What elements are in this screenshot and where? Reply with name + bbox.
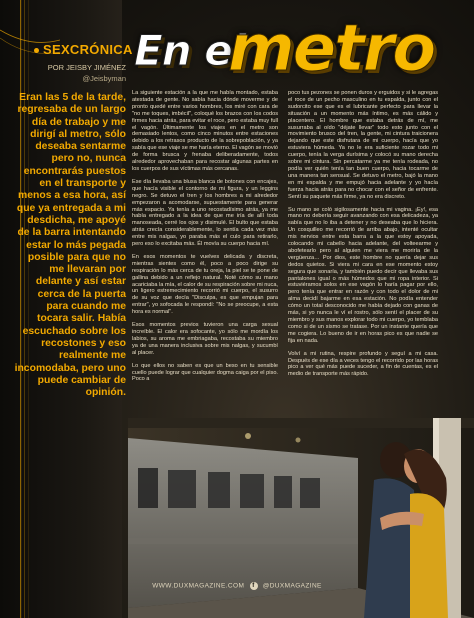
paragraph: Lo que ellos no saben es que un beso en tu sensible cuello puede lograr que cualquier dogma caiga por el piso. Poco a: [132, 362, 278, 383]
pull-quote: Eran las 5 de la tarde, regresaba de un largo día de trabajo y me dirigí al metro, sólo deseaba sentarme pero no, nunca encontrarás puestos en el transporte y menos a esa hora, así que ya entregada a mi desdicha, me apoyé de la barra intentando estar lo más pegada posible para que no me llevaran por delante y así estar cerca de la puerta para cuando me tocara salir. Había escuchado sobre los recostones y eso realmente me incomodaba, pero uno puede cambiar de opinión.: [14, 92, 126, 399]
author-handle: @Jeisbyman: [82, 74, 126, 83]
author-byline: [34, 62, 126, 84]
website-link[interactable]: WWW.DUXMAGAZINE.COM: [152, 582, 245, 590]
title-part-2: metro: [228, 12, 435, 86]
paragraph: poco tus pezones se ponen duros y erguidos y si le agregas el roce de un pecho masculino en tu espalda, junto con el sudorcito ese que es el lubricante perfecto para llevar la situación a un momento más íntimo, es más cálido y placentero. El hombre que estaba detrás de mí, me susurraba al oído "déjate llevar" todo esto junto con el movimiento brusco del tren, la gente, mi cintura traicionera dejando que este disfrutara de mi cuerpo, hacía que yo estuviera húmeda. Ya no le era suficiente rozar todo mi cuerpo, tenía la verga durísima y colocó su mano derecha sobre mi cintura. Sin percatarme ya me tenía rodeada, no podía ver quién tenía tan buen cuerpo, hacia tocarme de una manera tan sensual. Se detuvo el metro, bajó la mano en mi espalda y me empujó hacia adelante y yo hacía fuerza hacia atrás para no chocar con el señor de enfrente. Sentí su paquete más firme, ya no era discreto.: [288, 90, 438, 200]
body-column-1: [132, 90, 278, 389]
section-label: SEXCRÓNICA: [34, 42, 133, 57]
paragraph: La siguiente estación a la que me había montado, estaba atestada de gente. No sabía hacia dónde moverme y de pronto quedé entre varios hombres, los miré con cara de "no me toques, imbécil", coloqué los brazos con los codos firmes hacia atrás, para evitar el roce, pero estaba muy full el vagón. Últimamente los viajes en el metro son demasiado lentos, como cinco minutos entre estaciones debido a los retrasos producto de la sobrepoblación, y ya sabía que ese viaje se me haría eterno. El vagón se movió de forma brusca y frenaba deliberadamente, todos alrededor aprovechaban para recostar algunas partes en los cuerpos de sus víctimas más cercanas.: [132, 90, 278, 172]
title-part-1: En el: [134, 26, 246, 75]
facebook-icon[interactable]: f: [250, 582, 258, 590]
footer: [0, 582, 474, 590]
body-column-2: [288, 90, 438, 384]
paragraph: En esos momentos te vuelves delicada y discreta, mientras sientes como él, poco a poco dirige su respiración lo más cerca de tu oreja, la piel se te pone de gallina debido a un reflejo natural. Noté cómo su mano acariciaba la mía, el calor de su respiración sobre mi nuca, un ligero estremecimiento recorrió mi cuerpo, el susurro de su voz que decía "Disculpa, es que empujan para entrar", yo sofocada le respondí: "No se preocupe, a esta hora es normal".: [132, 253, 278, 316]
paragraph: Su mano se coló sigilosamente hacia mi vagina. ¡Ey!, esa mano no debería seguir avanzando con esa delicadeza, ya sabía que no lo iba a detener y no deseaba que lo hiciera. Un cosquilleo me recorrió de arriba abajo, intenté ocultar mis nervios entre esta barra a la que estoy apoyada, colocando mi cabello hacia adelante, del volteearme y abofetearlo pero al alguien me viera me moriría de la vergüenza… Por dios, este hombre no quería dejar sus dedos quietos. Si viera mi cara en ese momento estoy segura que sonaría, y también puedo decir que llevaba sus pantalones igual o más húmedos que mi ropa interior. Si estuviéramos solos en ese vagón lo haría pagar por ello, pero tenía que entrar en razón y con todo el dolor de mi alma decidí bajarme en esa estación. No podía entender cómo un total desconocido me había dejado con ganas de más, si yo nunca le ví el rostro, sólo sentí el placer de su miembro y sus manos explorar todo mi cuerpo, yo temblaba como si de un sismo se tratase. Por un instante quería que me cogiera. Lo bueno de ir en horas pico es que nadie se fija en nada.: [288, 206, 438, 344]
social-handle[interactable]: @DUXMAGAZINE: [262, 582, 322, 590]
article-title: [128, 8, 474, 96]
author-name: POR JEISBY JIMÉNEZ: [47, 63, 126, 72]
paragraph: Esos momentos previos tuvieron una carga sexual increíble. El calor era sofocante, yo sólo me mordía los labios, su aroma me embriagaba, recostaba su miembro ya de una manera inclusiva sobre mis nalgas, y sucumbí al placer.: [132, 322, 278, 356]
paragraph: Volví a mi rutina, respire profundo y seguí a mi casa. Después de ese día a veces tengo el recorrido por las horas pico a ver qué más puede suceder, a fin de cuentas, es el medio de transporte más rápido.: [288, 350, 438, 378]
paragraph: Ese día llevaba una blusa blanca de botones con encajes, que hacía visible el contorno de mi figura, y un leggins negro. Se detuvo el tren y los hombres a mi alrededor empezaron a acomodarse, supuestamente para generar más espacio. Ya tenía a uno recostadísimo atrás, ya me había entregado a la idea de que me iría de allí toda manoseada, cerré los ojos y disimulé. El bulto que estaba atrás crecía considerablemente, lo sentía cada vez más entre mis nalgas, yo paraba más el culo para retirarlo, pero eso lo excitaba más. Él movía su cuerpo hacia mí.: [132, 178, 278, 248]
bullet-icon: [34, 48, 39, 53]
